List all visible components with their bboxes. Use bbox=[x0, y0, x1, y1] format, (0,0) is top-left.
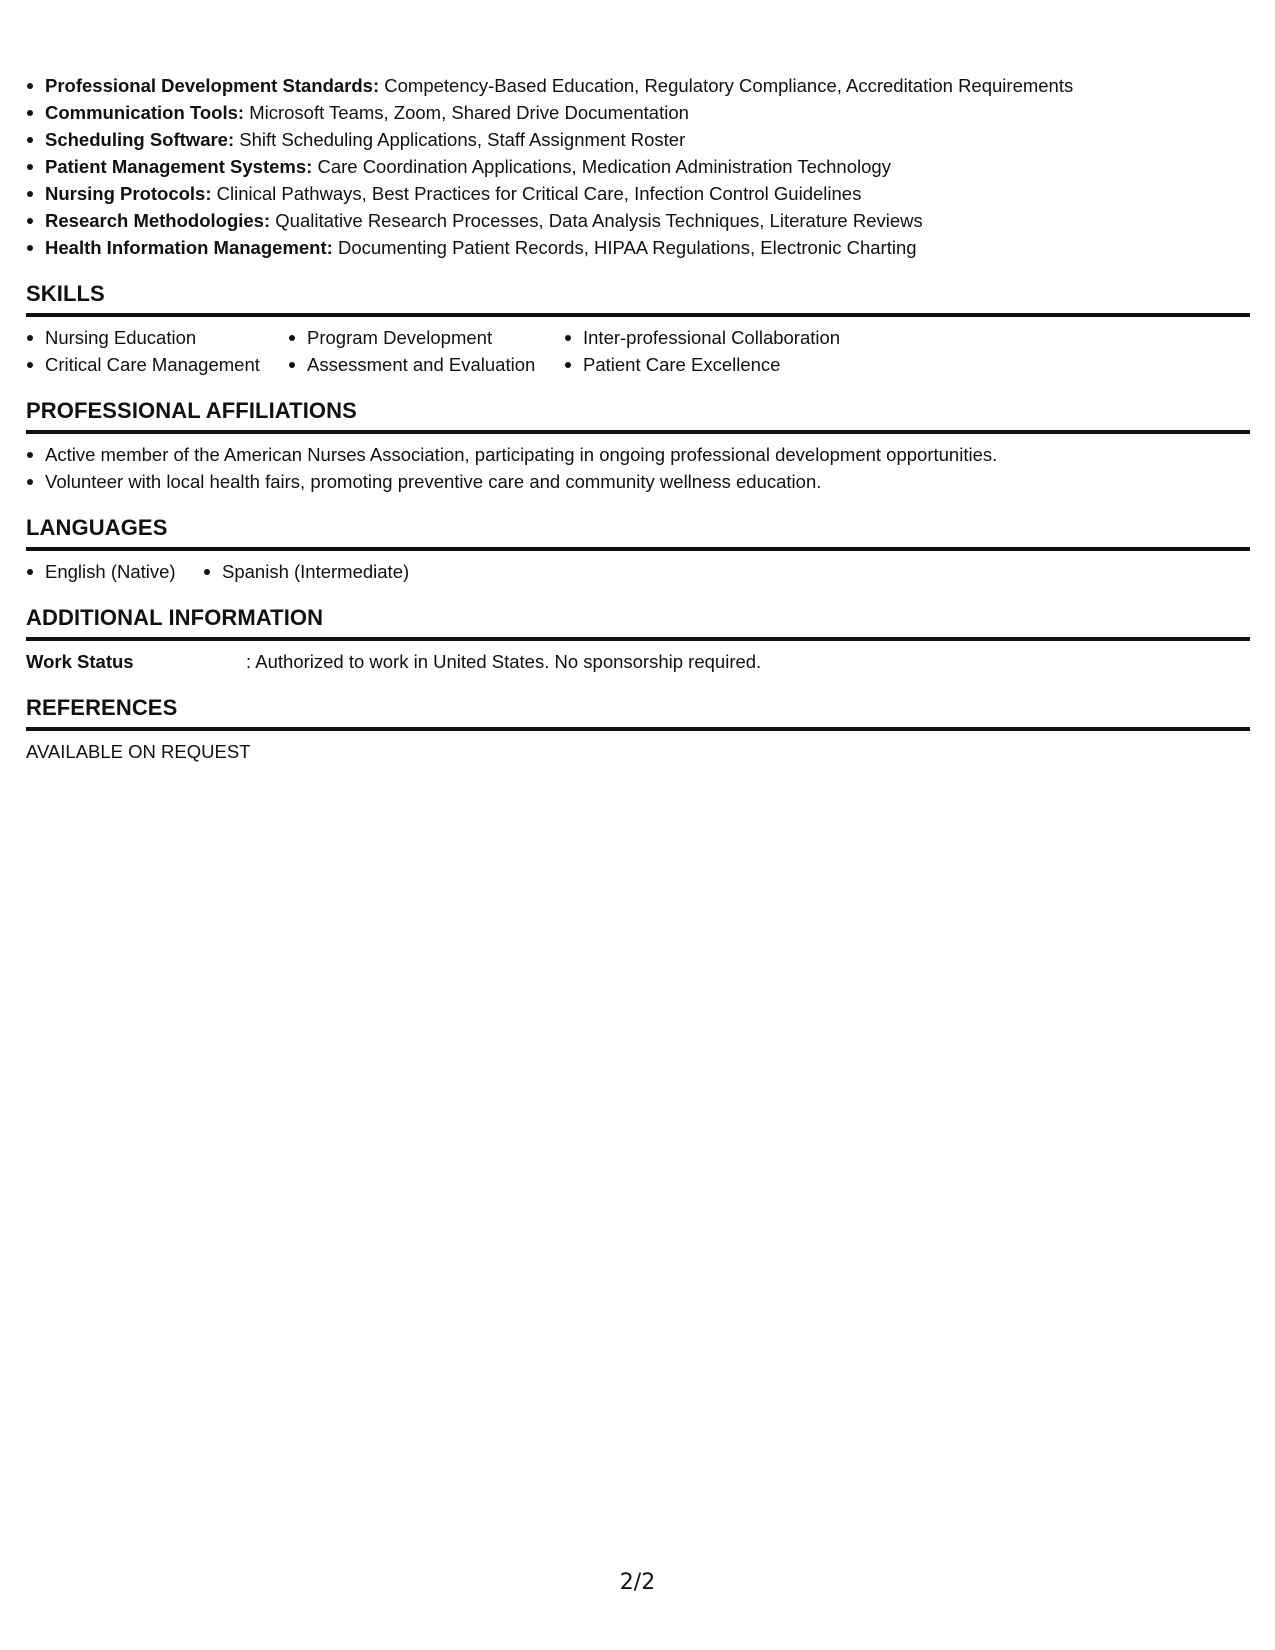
list-item bbox=[26, 72, 1250, 99]
page-number: 2/2 bbox=[619, 1570, 656, 1595]
list-item bbox=[26, 207, 1250, 234]
item-text: Shift Scheduling Applications, Staff Assignment Roster bbox=[239, 129, 686, 150]
item-text: Care Coordination Applications, Medication Administration Technology bbox=[317, 156, 891, 177]
resume-page bbox=[26, 72, 1250, 765]
list-item: Inter-professional Collaboration bbox=[564, 324, 840, 351]
skills-column bbox=[26, 324, 288, 378]
list-item: Nursing Education bbox=[26, 324, 288, 351]
work-status-row bbox=[26, 648, 1250, 675]
item-label: Communication Tools: bbox=[45, 102, 245, 123]
item-text: Microsoft Teams, Zoom, Shared Drive Documentation bbox=[249, 102, 689, 123]
list-item bbox=[26, 153, 1250, 180]
item-label: Research Methodologies: bbox=[45, 210, 271, 231]
skills-column bbox=[564, 324, 840, 378]
work-status-label: Work Status bbox=[26, 651, 134, 672]
tools-list bbox=[26, 72, 1250, 261]
item-label: Professional Development Standards: bbox=[45, 75, 380, 96]
item-text: Qualitative Research Processes, Data Analysis Techniques, Literature Reviews bbox=[275, 210, 923, 231]
item-text: Clinical Pathways, Best Practices for Critical Care, Infection Control Guidelines bbox=[216, 183, 862, 204]
list-item: Critical Care Management bbox=[26, 351, 288, 378]
list-item: English (Native) bbox=[26, 558, 203, 585]
item-label: Nursing Protocols: bbox=[45, 183, 212, 204]
item-label: Scheduling Software: bbox=[45, 129, 235, 150]
references-text: AVAILABLE ON REQUEST bbox=[26, 741, 251, 762]
item-label: Health Information Management: bbox=[45, 237, 333, 258]
item-text: Documenting Patient Records, HIPAA Regulations, Electronic Charting bbox=[337, 237, 917, 258]
skills-column bbox=[288, 324, 564, 378]
skills-grid bbox=[26, 324, 1250, 378]
list-item: Active member of the American Nurses Association, participating in ongoing professional development opportunities. bbox=[26, 441, 1250, 468]
list-item bbox=[26, 126, 1250, 153]
additional-info-heading: ADDITIONAL INFORMATION bbox=[26, 605, 1250, 641]
languages-list bbox=[26, 558, 1250, 585]
list-item bbox=[26, 234, 1250, 261]
list-item: Patient Care Excellence bbox=[564, 351, 840, 378]
work-status-value: : Authorized to work in United States. No sponsorship required. bbox=[246, 651, 762, 672]
list-item: Volunteer with local health fairs, promoting preventive care and community wellness education. bbox=[26, 468, 1250, 495]
item-text: Competency-Based Education, Regulatory Compliance, Accreditation Requirements bbox=[384, 75, 1074, 96]
list-item bbox=[26, 99, 1250, 126]
affiliations-list bbox=[26, 441, 1250, 495]
references-heading: REFERENCES bbox=[26, 695, 1250, 731]
list-item: Spanish (Intermediate) bbox=[203, 558, 409, 585]
list-item bbox=[26, 180, 1250, 207]
list-item: Assessment and Evaluation bbox=[288, 351, 564, 378]
skills-heading: SKILLS bbox=[26, 281, 1250, 317]
languages-heading: LANGUAGES bbox=[26, 515, 1250, 551]
list-item: Program Development bbox=[288, 324, 564, 351]
affiliations-heading: PROFESSIONAL AFFILIATIONS bbox=[26, 398, 1250, 434]
item-label: Patient Management Systems: bbox=[45, 156, 313, 177]
